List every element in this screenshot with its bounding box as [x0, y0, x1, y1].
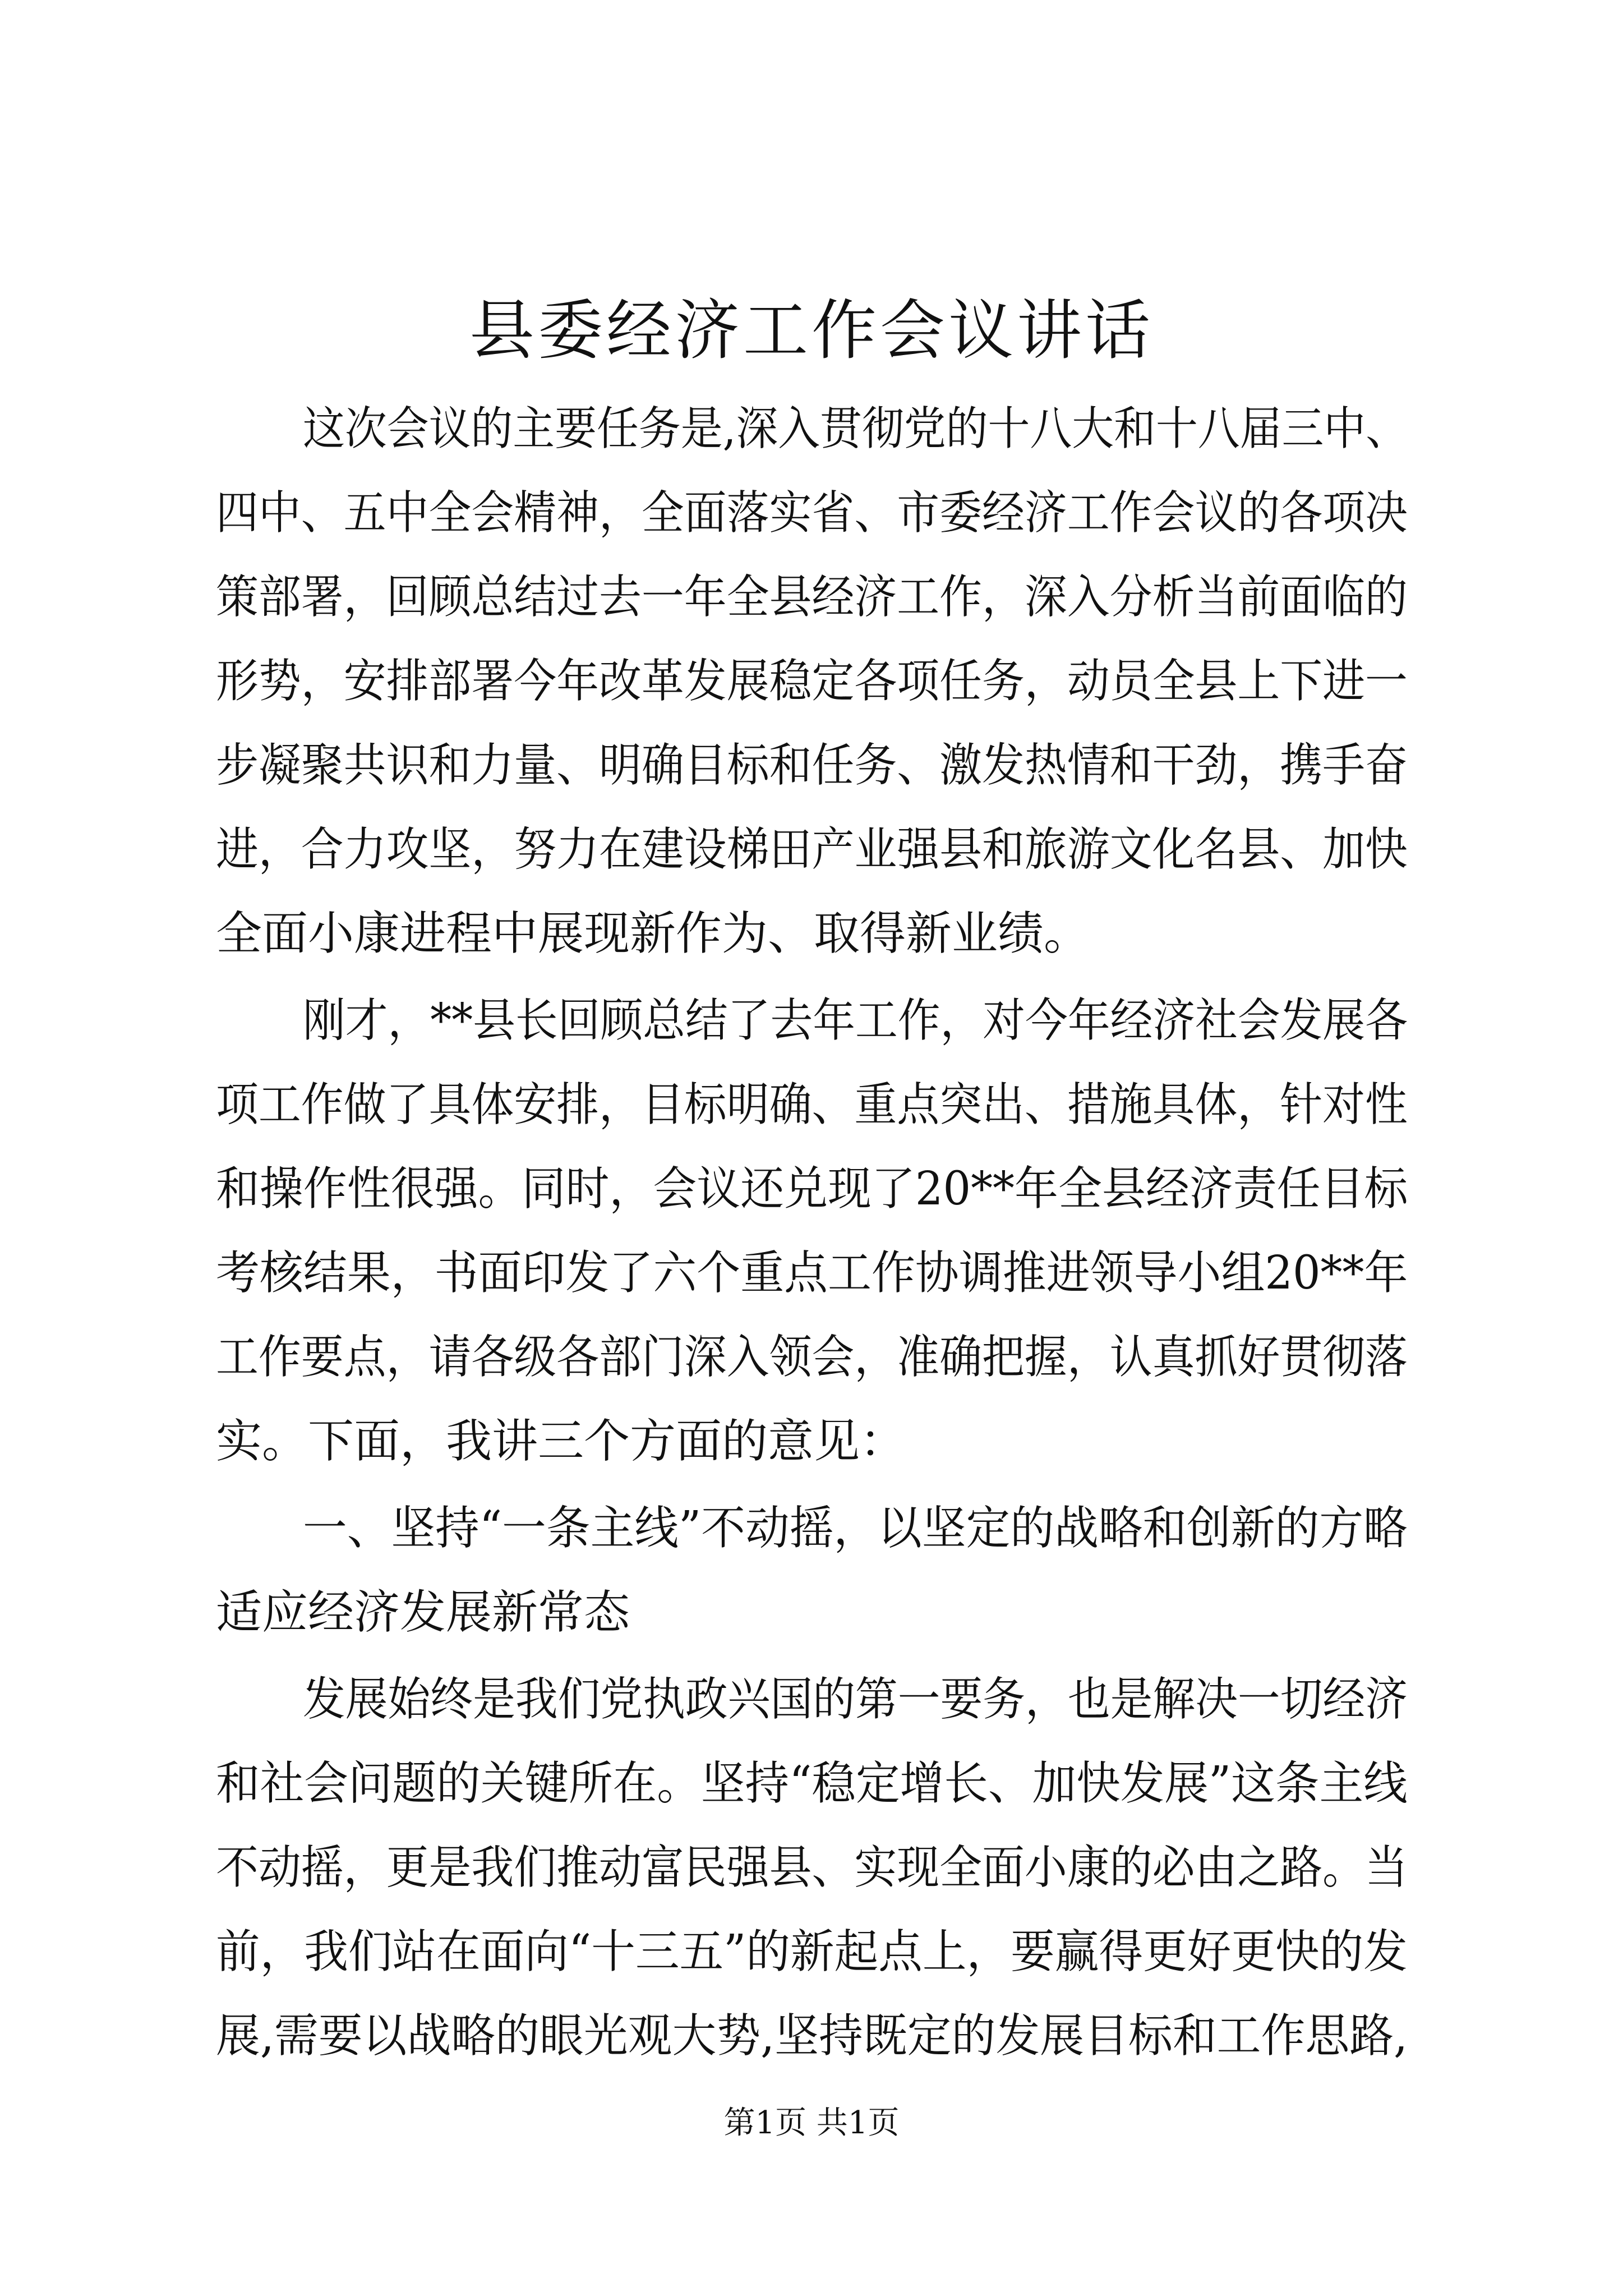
paragraph-line: 项工作做了具体安排，目标明确、重点突出、措施具体，针对性: [216, 1078, 1408, 1131]
paragraph-line: 进，合力攻坚，努力在建设梯田产业强县和旅游文化名县、加快: [216, 823, 1408, 876]
paragraph-line: 一、坚持“一条主线”不动摇，以坚定的战略和创新的方略: [303, 1502, 1408, 1555]
paragraph-line: 这次会议的主要任务是,深入贯彻党的十八大和十八届三中、: [303, 402, 1408, 455]
document-title: 县委经济工作会议讲话: [469, 293, 1154, 369]
paragraph-line: 不动摇，更是我们推动富民强县、实现全面小康的必由之路。当: [216, 1841, 1408, 1894]
paragraph-line: 考核结果，书面印发了六个重点工作协调推进领导小组20**年: [216, 1246, 1408, 1300]
paragraph-line: 适应经济发展新常态: [216, 1586, 630, 1639]
paragraph-line: 发展始终是我们党执政兴国的第一要务，也是解决一切经济: [303, 1673, 1408, 1726]
paragraph-line: 和社会问题的关键所在。坚持“稳定增长、加快发展”这条主线: [216, 1757, 1408, 1810]
paragraph-line: 展,需要以战略的眼光观大势,坚持既定的发展目标和工作思路,: [216, 2009, 1408, 2063]
paragraph-line: 全面小康进程中展现新作为、取得新业绩。: [216, 907, 1090, 960]
paragraph-line: 形势，安排部署今年改革发展稳定各项任务，动员全县上下进一: [216, 655, 1408, 708]
paragraph-line: 工作要点，请各级各部门深入领会，准确把握，认真抓好贯彻落: [216, 1331, 1408, 1384]
paragraph-line: 刚才，**县长回顾总结了去年工作，对今年经济社会发展各: [303, 994, 1408, 1047]
paragraph-line: 步凝聚共识和力量、明确目标和任务、激发热情和干劲，携手奋: [216, 739, 1408, 792]
paragraph-line: 和操作性很强。同时，会议还兑现了20**年全县经济责任目标: [216, 1162, 1408, 1216]
paragraph-line: 实。下面，我讲三个方面的意见：: [216, 1415, 906, 1468]
paragraph-line: 四中、五中全会精神，全面落实省、市委经济工作会议的各项决: [216, 486, 1408, 540]
paragraph-line: 策部署，回顾总结过去一年全县经济工作，深入分析当前面临的: [216, 570, 1408, 624]
page-footer: 第1页 共1页: [723, 2105, 900, 2141]
paragraph-line: 前，我们站在面向“十三五”的新起点上，要赢得更好更快的发: [216, 1925, 1408, 1978]
